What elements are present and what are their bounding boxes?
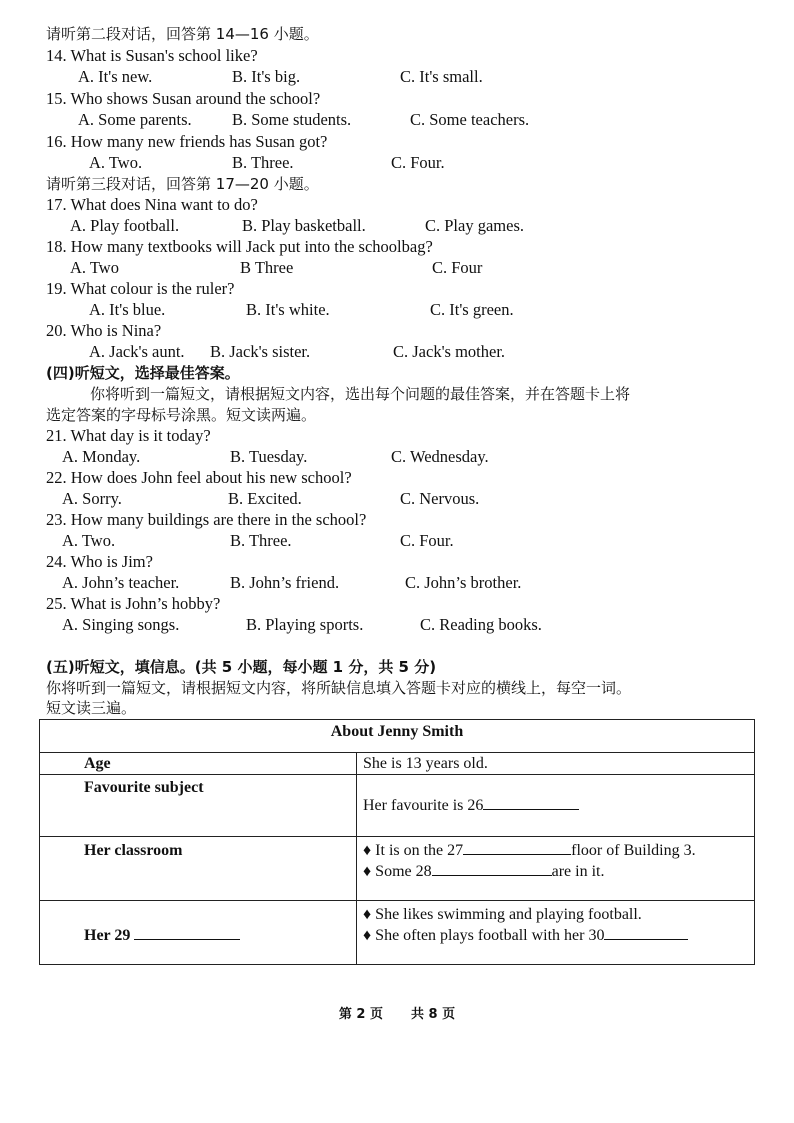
classroom-label: Her classroom bbox=[40, 837, 357, 901]
section-instruction: 请听第二段对话，回答第 14—16 小题。 bbox=[46, 25, 319, 43]
q14-option-b: B. It's big. bbox=[232, 67, 301, 86]
q23-option-a: A. Two. bbox=[62, 531, 116, 550]
q15-option-c: C. Some teachers. bbox=[410, 110, 530, 129]
q18-option-a: A. Two bbox=[70, 258, 119, 277]
part-5-instruction: 短文读三遍。 bbox=[46, 699, 137, 717]
part-5-instruction: 你将听到一篇短文，请根据短文内容，将所缺信息填入答题卡对应的横线上，每空一词。 bbox=[46, 679, 632, 697]
q17-option-a: A. Play football. bbox=[70, 216, 180, 235]
q20-option-c: C. Jack's mother. bbox=[393, 342, 506, 361]
table-title: About Jenny Smith bbox=[40, 720, 755, 753]
question-21: 21. What day is it today? bbox=[46, 426, 211, 445]
question-22: 22. How does John feel about his new school? bbox=[46, 468, 352, 487]
classroom-line-1 bbox=[363, 840, 754, 861]
classroom-line-1-post: floor of Building 3. bbox=[571, 842, 696, 859]
q21-option-c: C. Wednesday. bbox=[391, 447, 489, 466]
hobby-line-2 bbox=[363, 925, 754, 946]
part-4-instruction: 你将听到一篇短文，请根据短文内容，选出每个问题的最佳答案，并在答题卡上将 bbox=[90, 385, 631, 403]
hobby-cell bbox=[40, 901, 357, 965]
part-5-title: (五)听短文，填信息。(共 5 小题，每小题 1 分，共 5 分) bbox=[46, 658, 437, 676]
q19-option-a: A. It's blue. bbox=[89, 300, 166, 319]
q16-option-b: B. Three. bbox=[232, 153, 294, 172]
q14-option-a: A. It's new. bbox=[78, 67, 153, 86]
q25-option-c: C. Reading books. bbox=[420, 615, 542, 634]
page-footer bbox=[0, 1003, 794, 1022]
page-total: 共 8 页 bbox=[411, 1007, 456, 1022]
q24-option-c: C. John’s brother. bbox=[405, 573, 522, 592]
answer-blank-27[interactable] bbox=[463, 840, 571, 855]
age-value: She is 13 years old. bbox=[357, 753, 755, 775]
question-25: 25. What is John’s hobby? bbox=[46, 594, 221, 613]
q18-option-b: B Three bbox=[240, 258, 294, 277]
classroom-line-2-post: are in it. bbox=[551, 863, 605, 880]
hobby-line-1: ♦ She likes swimming and playing football. bbox=[363, 906, 642, 923]
question-15: 15. Who shows Susan around the school? bbox=[46, 89, 321, 108]
classroom-line-1-pre: ♦ It is on the 27 bbox=[363, 842, 464, 859]
classroom-line-2 bbox=[363, 861, 754, 882]
q25-option-b: B. Playing sports. bbox=[246, 615, 364, 634]
q23-option-c: C. Four. bbox=[400, 531, 454, 550]
question-14: 14. What is Susan's school like? bbox=[46, 46, 258, 65]
q15-option-a: A. Some parents. bbox=[78, 110, 192, 129]
question-16: 16. How many new friends has Susan got? bbox=[46, 132, 328, 151]
q22-option-a: A. Sorry. bbox=[62, 489, 122, 508]
question-17: 17. What does Nina want to do? bbox=[46, 195, 258, 214]
question-23: 23. How many buildings are there in the school? bbox=[46, 510, 367, 529]
q21-option-b: B. Tuesday. bbox=[230, 447, 308, 466]
q14-option-c: C. It's small. bbox=[400, 67, 483, 86]
q20-option-b: B. Jack's sister. bbox=[210, 342, 311, 361]
q25-option-a: A. Singing songs. bbox=[62, 615, 180, 634]
question-18: 18. How many textbooks will Jack put into the schoolbag? bbox=[46, 237, 433, 256]
q19-option-c: C. It's green. bbox=[430, 300, 514, 319]
answer-blank-29[interactable] bbox=[134, 925, 240, 940]
subject-cell bbox=[357, 775, 755, 837]
age-label: Age bbox=[40, 753, 357, 775]
q15-option-b: B. Some students. bbox=[232, 110, 352, 129]
question-20: 20. Who is Nina? bbox=[46, 321, 162, 340]
q20-option-a: A. Jack's aunt. bbox=[89, 342, 185, 361]
q24-option-b: B. John’s friend. bbox=[230, 573, 340, 592]
answer-blank-26[interactable] bbox=[483, 795, 579, 810]
answer-blank-30[interactable] bbox=[604, 925, 688, 940]
q16-option-a: A. Two. bbox=[89, 153, 143, 172]
hobby-label: Her 29 bbox=[84, 927, 131, 944]
q16-option-c: C. Four. bbox=[391, 153, 445, 172]
part-4-title: (四)听短文，选择最佳答案。 bbox=[46, 364, 240, 382]
q22-option-b: B. Excited. bbox=[228, 489, 302, 508]
q17-option-c: C. Play games. bbox=[425, 216, 524, 235]
question-24: 24. Who is Jim? bbox=[46, 552, 153, 571]
subject-text: Her favourite is 26 bbox=[363, 797, 484, 814]
answer-blank-28[interactable] bbox=[432, 861, 552, 876]
hobby-line-2-text: ♦ She often plays football with her 30 bbox=[363, 927, 605, 944]
classroom-cell bbox=[357, 837, 755, 901]
subject-label: Favourite subject bbox=[40, 775, 357, 837]
page-number: 第 2 页 bbox=[338, 1007, 383, 1022]
q19-option-b: B. It's white. bbox=[246, 300, 330, 319]
q23-option-b: B. Three. bbox=[230, 531, 292, 550]
info-table bbox=[39, 719, 755, 965]
question-19: 19. What colour is the ruler? bbox=[46, 279, 235, 298]
q21-option-a: A. Monday. bbox=[62, 447, 141, 466]
q24-option-a: A. John’s teacher. bbox=[62, 573, 180, 592]
classroom-line-2-pre: ♦ Some 28 bbox=[363, 863, 432, 880]
section-instruction: 请听第三段对话，回答第 17—20 小题。 bbox=[46, 175, 319, 193]
part-4-instruction: 选定答案的字母标号涂黑。短文读两遍。 bbox=[46, 406, 317, 424]
q22-option-c: C. Nervous. bbox=[400, 489, 480, 508]
q17-option-b: B. Play basketball. bbox=[242, 216, 366, 235]
q18-option-c: C. Four bbox=[432, 258, 483, 277]
hobby-details bbox=[357, 901, 755, 965]
